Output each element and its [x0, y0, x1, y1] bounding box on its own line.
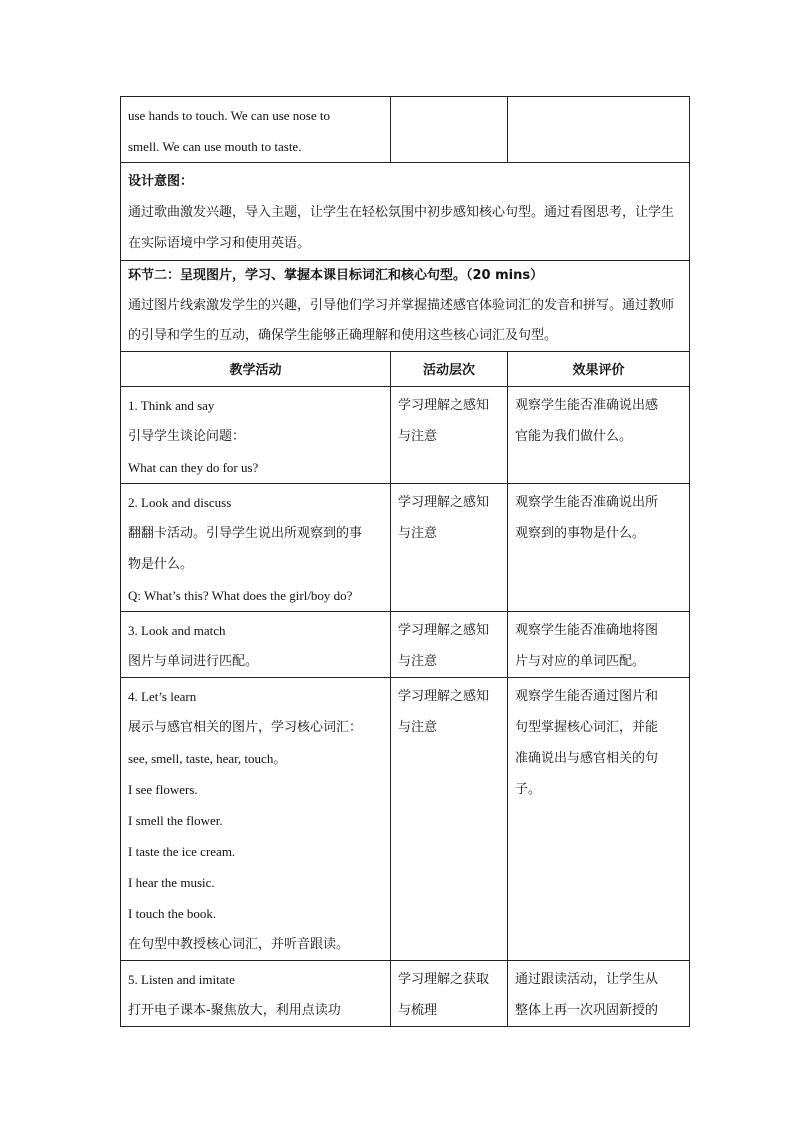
activity-line: 物是什么。: [128, 557, 194, 572]
activity-line: 2. Look and discuss: [128, 495, 232, 510]
level-line: 学习理解之感知: [398, 623, 490, 638]
eval-line: 观察到的事物是什么。: [515, 526, 646, 541]
activity-line: I taste the ice cream.: [128, 844, 236, 859]
continued-level-cell: [391, 97, 508, 163]
eval-line: 通过跟读活动，让学生从: [515, 972, 659, 987]
level-line: 与注意: [398, 720, 438, 735]
eval-line: 片与对应的单词匹配。: [515, 654, 646, 669]
design-intent-text: 通过歌曲激发兴趣，导入主题，让学生在轻松氛围中初步感知核心句型。通过看图思考，让学生在实际语境中学习和使用英语。: [128, 205, 675, 251]
eval-line: 准确说出与感官相关的句: [515, 751, 659, 766]
activity-line: 引导学生谈论问题：: [128, 429, 246, 444]
activity-line: see, smell, taste, hear, touch。: [128, 751, 287, 766]
eval-line: 句型掌握核心词汇，并能: [515, 720, 659, 735]
activity-line: 1. Think and say: [128, 398, 215, 413]
eval-line: 子。: [515, 782, 542, 797]
level-line: 与梳理: [398, 1003, 438, 1018]
level-line: 学习理解之感知: [398, 398, 490, 413]
activity-line: 展示与感官相关的图片，学习核心词汇：: [128, 720, 363, 735]
continued-row: [121, 97, 690, 163]
activity-line: I touch the book.: [128, 906, 217, 921]
continued-activity-cell: [121, 97, 391, 163]
eval-line: 整体上再一次巩固新授的: [515, 1003, 659, 1018]
eval-line: 观察学生能否准确地将图: [515, 623, 659, 638]
activity-line: 在句型中教授核心词汇，并听音跟读。: [128, 937, 350, 952]
table-row: [121, 678, 690, 961]
level-line: 学习理解之感知: [398, 495, 490, 510]
header-level: 活动层次: [391, 352, 508, 387]
level-line: 与注意: [398, 429, 438, 444]
level-line: 与注意: [398, 654, 438, 669]
section2-row: [121, 261, 690, 352]
lesson-plan-table: [120, 96, 690, 1027]
activity-line: 图片与单词进行匹配。: [128, 654, 259, 669]
activity-line: I smell the flower.: [128, 813, 223, 828]
activity-line: 翻翻卡活动。引导学生说出所观察到的事: [128, 526, 363, 541]
continued-line-2: smell. We can use mouth to taste.: [128, 139, 302, 154]
eval-line: 观察学生能否通过图片和: [515, 689, 659, 704]
eval-line: 观察学生能否准确说出感: [515, 398, 659, 413]
activity-line: 打开电子课本-聚焦放大，利用点读功: [128, 1003, 341, 1018]
level-line: 学习理解之感知: [398, 689, 490, 704]
activity-line: Q: What’s this? What does the girl/boy do?: [128, 588, 353, 603]
eval-line: 观察学生能否准确说出所: [515, 495, 659, 510]
table-row: [121, 484, 690, 612]
header-eval: 效果评价: [508, 352, 690, 387]
activity-line: I see flowers.: [128, 782, 198, 797]
activity-line: 3. Look and match: [128, 623, 226, 638]
activity-line: I hear the music.: [128, 875, 215, 890]
activity-line: 5. Listen and imitate: [128, 972, 235, 987]
design-intent-title: 设计意图：: [128, 174, 194, 189]
table-row: [121, 961, 690, 1027]
design-intent-row: [121, 163, 690, 261]
level-line: 学习理解之获取: [398, 972, 490, 987]
level-line: 与注意: [398, 526, 438, 541]
activity-line: What can they do for us?: [128, 460, 259, 475]
activity-line: 4. Let’s learn: [128, 689, 197, 704]
section2-title: 环节二：呈现图片，学习、掌握本课目标词汇和核心句型。（20 mins）: [128, 268, 544, 283]
header-activity: 教学活动: [121, 352, 391, 387]
continued-eval-cell: [508, 97, 690, 163]
table-header-row: [121, 352, 690, 387]
table-row: [121, 387, 690, 484]
section2-text: 通过图片线索激发学生的兴趣，引导他们学习并掌握描述感官体验词汇的发音和拼写。通过教师的引导和学生的互动，确保学生能够正确理解和使用这些核心词汇及句型。: [128, 298, 675, 343]
eval-line: 官能为我们做什么。: [515, 429, 633, 444]
table-row: [121, 612, 690, 678]
continued-line-1: use hands to touch. We can use nose to: [128, 108, 330, 123]
